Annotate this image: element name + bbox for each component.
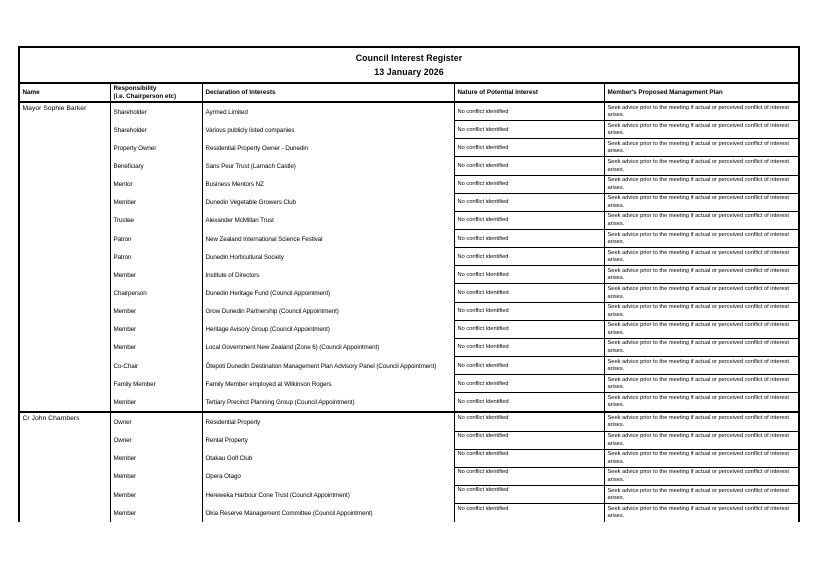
row-plan: Seek advice prior to the meeting if actual or perceived conflict of interest arises. — [605, 157, 798, 175]
row-nature: No conflict identified — [457, 505, 509, 512]
row-declaration: Ayrmed Limited — [205, 108, 248, 116]
row-nature: No conflict identified — [455, 212, 604, 230]
member-name: Cr John Chambers — [22, 415, 80, 423]
header-declaration-label: Declaration of Interests — [205, 88, 276, 96]
row-nature: No conflict identified — [455, 176, 604, 194]
row-responsibility: Member — [113, 473, 136, 481]
row-nature: No conflict identified — [455, 121, 604, 139]
responsibility-column — [111, 103, 203, 411]
declaration-column — [203, 413, 455, 522]
row-responsibility: Shareholder — [113, 126, 147, 134]
row-declaration: Alexander McMillan Trust — [205, 217, 274, 225]
row-plan: Seek advice prior to the meeting if actual or perceived conflict of interest arises. — [605, 139, 798, 157]
row-responsibility: Patron — [113, 235, 132, 243]
row-plan: Seek advice prior to the meeting if actual or perceived conflict of interest arises. — [605, 413, 798, 431]
row-nature: No conflict identified — [455, 157, 604, 175]
row-declaration: Dunedin Vegetable Growers Club — [205, 199, 296, 207]
row-declaration: New Zealand International Science Festival — [205, 235, 323, 243]
row-responsibility: Beneficiary — [113, 162, 144, 170]
row-plan: Seek advice prior to the meeting if actual or perceived conflict of interest arises. — [605, 432, 798, 450]
row-responsibility: Family Member — [113, 380, 156, 388]
row-declaration: Sans Peur Trust (Larnach Castle) — [205, 162, 296, 170]
row-plan: Seek advice prior to the meeting if actual or perceived conflict of interest arises. — [605, 121, 798, 139]
row-declaration: Dunedin Heritage Fund (Council Appointment) — [205, 289, 331, 297]
row-nature: No conflict identified — [455, 103, 604, 121]
row-responsibility: Member — [113, 326, 136, 334]
row-plan: Seek advice prior to the meeting if actual or perceived conflict of interest arises. — [605, 248, 798, 266]
row-declaration: Grow Dunedin Partnership (Council Appointment) — [205, 308, 339, 316]
row-plan: Seek advice prior to the meeting if actual or perceived conflict of interest arises. — [605, 375, 798, 393]
row-plan: Seek advice prior to the meeting if actual or perceived conflict of interest arises. — [605, 357, 798, 375]
row-plan: Seek advice prior to the meeting if actual or perceived conflict of interest arises. — [605, 176, 798, 194]
row-declaration: Residential Property Owner - Dunedin — [205, 144, 308, 152]
row-responsibility: Trustee — [113, 217, 134, 225]
row-nature: No conflict identified — [455, 357, 604, 375]
header-responsibility-line1: Responsibility — [113, 84, 157, 92]
row-declaration: Local Government New Zealand (Zone 6) (Council Appointment) — [205, 344, 380, 352]
header-nature-label: Nature of Potential Interest — [457, 88, 538, 96]
row-nature: No conflict Identified — [455, 266, 604, 284]
row-responsibility: Member — [113, 271, 136, 279]
row-plan: Seek advice prior to the meeting if actual or perceived conflict of interest arises. — [605, 284, 798, 302]
row-nature: No conflict identified — [455, 450, 604, 468]
header-plan — [605, 84, 798, 101]
row-declaration: Hereweka Harbour Cone Trust (Council Appointment) — [205, 491, 350, 499]
register-table — [18, 46, 800, 522]
row-plan: Seek advice prior to the meeting if actual or perceived conflict of interest arises. — [605, 468, 798, 486]
row-nature: No conflict identified — [455, 432, 604, 450]
row-nature: No conflict identified — [455, 194, 604, 212]
plan-column — [605, 103, 798, 411]
row-responsibility: Owner — [113, 437, 132, 445]
row-responsibility: Member — [113, 199, 136, 207]
row-declaration: Rental Property — [205, 437, 248, 445]
row-nature: No conflict identified — [455, 413, 604, 431]
row-declaration: Dunedin Horticultural Society — [205, 253, 284, 261]
row-nature: No conflict Identified — [457, 399, 509, 406]
row-plan: Seek advice prior to the meeting if actual or perceived conflict of interest arises. — [607, 505, 789, 520]
row-plan: Seek advice prior to the meeting if actual or perceived conflict of interest arises. — [605, 266, 798, 284]
row-declaration: Okia Reserve Management Committee (Council Appointment) — [205, 509, 373, 517]
row-nature: No conflict identified — [455, 248, 604, 266]
row-declaration: Ōtepoti Dunedin Destination Management Plan Advisory Panel (Council Appointment) — [205, 362, 437, 370]
row-responsibility: Owner — [113, 418, 132, 426]
row-plan: Seek advice prior to the meeting if actual or perceived conflict of interest arises. — [605, 339, 798, 357]
row-plan: Seek advice prior to the meeting if actual or perceived conflict of interest arises. — [605, 303, 798, 321]
row-nature: No conflict Identified — [455, 339, 604, 357]
header-nature — [455, 84, 605, 101]
row-declaration: Residential Property — [205, 418, 261, 426]
row-plan: Seek advice prior to the meeting if actual or perceived conflict of interest arises. — [605, 230, 798, 248]
row-responsibility: Mentor — [113, 181, 133, 189]
register-section — [20, 103, 798, 411]
row-responsibility: Member — [113, 455, 136, 463]
row-responsibility: Member — [113, 308, 136, 316]
nature-column — [455, 103, 605, 411]
nature-column — [455, 413, 605, 522]
table-body — [20, 103, 798, 522]
row-responsibility: Member — [113, 491, 136, 499]
row-responsibility: Shareholder — [113, 108, 147, 116]
row-responsibility: Property Owner — [113, 144, 157, 152]
row-responsibility: Co-Chair — [113, 362, 138, 370]
row-plan: Seek advice prior to the meeting if actual or perceived conflict of interest arises. — [605, 103, 798, 121]
header-plan-label: Member's Proposed Management Plan — [607, 88, 723, 96]
row-declaration: Tertiary Precinct Planning Group (Council Appointment) — [205, 398, 355, 406]
row-nature: No conflict Identified — [455, 284, 604, 302]
row-declaration: Institute of Directors — [205, 271, 260, 279]
declaration-column — [203, 103, 455, 411]
row-plan: Seek advice prior to the meeting if actual or perceived conflict of interest arises. — [605, 212, 798, 230]
row-nature: No conflict identified — [455, 139, 604, 157]
row-declaration: Opera Otago — [205, 473, 241, 481]
table-title-block — [20, 48, 798, 84]
row-plan: Seek advice prior to the meeting if actual or perceived conflict of interest arises. — [605, 486, 798, 504]
row-responsibility: Member — [113, 344, 136, 352]
header-name — [20, 84, 111, 101]
row-declaration: Heritage Avisory Group (Council Appointment) — [205, 326, 330, 334]
row-responsibility: Member — [113, 398, 136, 406]
register-section — [20, 411, 798, 522]
member-name: Mayor Sophie Barker — [22, 105, 87, 112]
table-header-row — [20, 84, 798, 103]
responsibility-column — [111, 413, 203, 522]
doc-title: Council Interest Register — [355, 53, 463, 63]
header-responsibility-line2: (i.e. Chairperson etc) — [113, 92, 177, 100]
member-name-column — [20, 413, 111, 522]
row-responsibility: Chairperson — [113, 289, 147, 297]
row-nature: No conflict identified — [455, 375, 604, 393]
row-plan: Seek advice prior to the meeting if actual or perceived conflict of interest arises. — [605, 321, 798, 339]
member-name-column — [20, 103, 111, 411]
row-nature: No conflict identified — [455, 486, 604, 504]
row-nature: No conflict identified — [455, 230, 604, 248]
row-plan: Seek advice prior to the meeting if actual or perceived conflict of interest arises. — [605, 450, 798, 468]
plan-column — [605, 413, 798, 522]
header-declaration — [203, 84, 455, 101]
row-nature: No conflict Identified — [455, 321, 604, 339]
row-plan: Seek advice prior to the meeting if actual or perceived conflict of interest arises. — [607, 394, 789, 409]
row-declaration: Business Mentors NZ — [205, 181, 264, 189]
row-declaration: Family Member employed at Wilkinson Rogers — [205, 380, 332, 388]
row-responsibility: Member — [113, 509, 136, 517]
header-responsibility — [111, 84, 203, 101]
row-declaration: Otakau Golf Club — [205, 455, 253, 463]
row-plan: Seek advice prior to the meeting if actual or perceived conflict of interest arises. — [605, 194, 798, 212]
doc-date: 13 January 2026 — [374, 67, 444, 77]
row-nature: No conflict Identified — [455, 303, 604, 321]
row-declaration: Various publicly listed companies — [205, 126, 295, 134]
row-nature: No conflict identified — [455, 468, 604, 486]
header-name-label: Name — [22, 88, 40, 96]
row-responsibility: Patron — [113, 253, 132, 261]
